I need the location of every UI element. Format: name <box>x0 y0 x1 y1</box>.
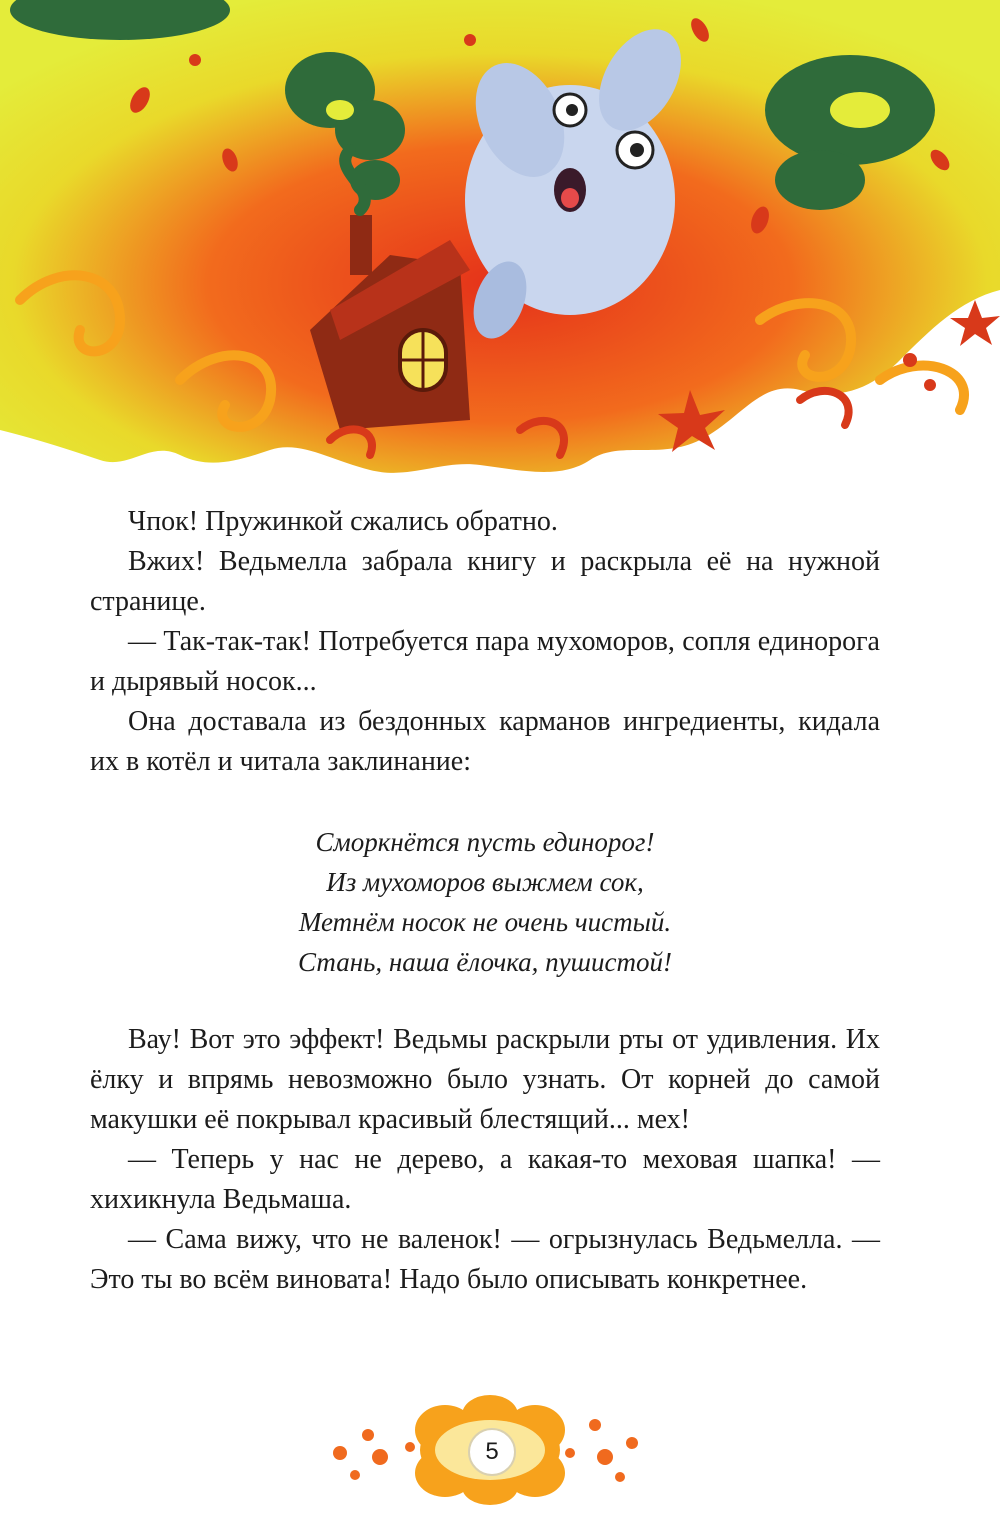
paragraph: Она доставала из бездонных карманов ингредиенты, кидала их в котёл и читала заклинание: <box>90 706 880 777</box>
paragraph: Вжих! Ведьмелла забрала книгу и раскрыла её на нужной странице. <box>90 546 880 617</box>
paragraph: — Теперь у нас не дерево, а какая-то меховая шапка! — хихикнула Ведьмаша. <box>90 1144 880 1215</box>
story-text-top <box>90 502 880 782</box>
poem-line: Сморкнётся пусть единорог! <box>315 827 655 857</box>
poem-line: Из мухоморов выжмем сок, <box>326 867 644 897</box>
header-illustration <box>0 0 1000 480</box>
page-number-ornament <box>320 1395 660 1505</box>
paragraph: Вау! Вот это эффект! Ведьмы раскрыли рты от удивления. Их ёлку и впрямь невозможно было узнать. От корней до самой макушки её покрывал красивый блестящий... мех! <box>90 1024 880 1135</box>
poem-line: Стань, наша ёлочка, пушистой! <box>298 947 672 977</box>
spell-poem <box>90 822 880 982</box>
paragraph: Чпок! Пружинкой сжались обратно. <box>128 506 558 537</box>
poem-line: Метнём носок не очень чистый. <box>298 907 672 937</box>
illustration-svg <box>0 0 1000 480</box>
page-number: 5 <box>468 1428 516 1476</box>
paragraph: — Сама вижу, что не валенок! — огрызнулась Ведьмелла. — Это ты во всём виновата! Надо было описывать конкретнее. <box>90 1224 880 1295</box>
paragraph: — Так-так-так! Потребуется пара мухоморов, сопля единорога и дырявый носок... <box>90 626 880 697</box>
story-text-bottom <box>90 1020 880 1300</box>
